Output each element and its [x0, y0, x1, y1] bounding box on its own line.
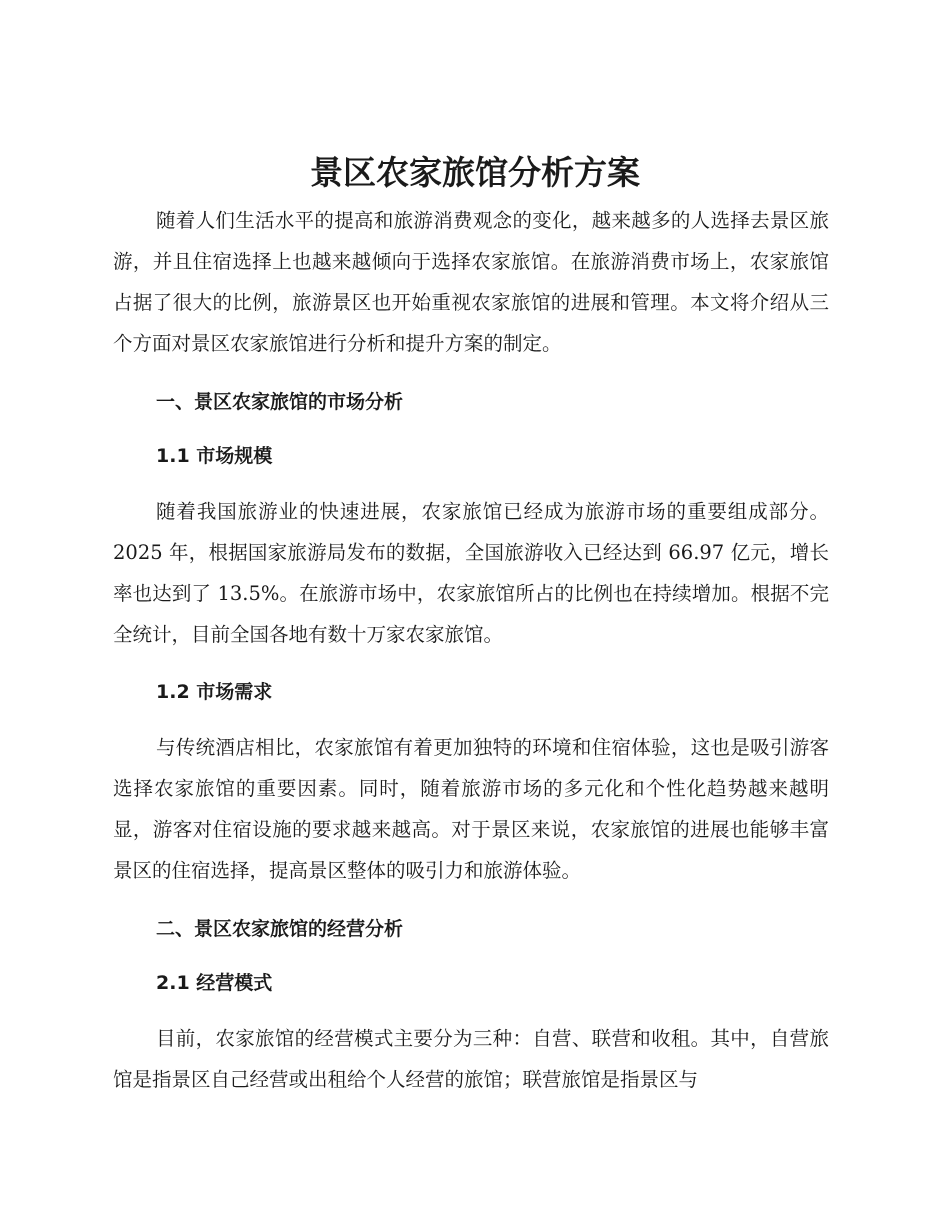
subsection-1-1-heading: 1.1 市场规模	[156, 445, 273, 467]
subsection-2-1-paragraph: 目前，农家旅馆的经营模式主要分为三种：自营、联营和收租。其中，自营旅馆是指景区自己经营或出租给个人经营的旅馆；联营旅馆是指景区与	[113, 1027, 829, 1091]
document-title: 景区农家旅馆分析方案	[310, 153, 640, 192]
subsection-2-1-heading: 2.1 经营模式	[156, 972, 273, 994]
section-2-heading: 二、景区农家旅馆的经营分析	[156, 918, 404, 940]
intro-paragraph: 随着人们生活水平的提高和旅游消费观念的变化，越来越多的人选择去景区旅游，并且住宿选择上也越来越倾向于选择农家旅馆。在旅游消费市场上，农家旅馆占据了很大的比例，旅游景区也开始重视农家旅馆的进展和管理。本文将介绍从三个方面对景区农家旅馆进行分析和提升方案的制定。	[113, 209, 829, 355]
section-1-heading: 一、景区农家旅馆的市场分析	[156, 391, 404, 413]
subsection-1-1-paragraph: 随着我国旅游业的快速进展，农家旅馆已经成为旅游市场的重要组成部分。2025 年，根据国家旅游局发布的数据，全国旅游收入已经达到 66.97 亿元，增长率也达到了 13.5%。在旅游市场中，农家旅馆所占的比例也在持续增加。根据不完全统计，目前全国各地有数十万家农家旅馆。	[113, 500, 829, 646]
subsection-1-2-heading: 1.2 市场需求	[156, 681, 273, 703]
subsection-1-2-paragraph: 与传统酒店相比，农家旅馆有着更加独特的环境和住宿体验，这也是吸引游客选择农家旅馆的重要因素。同时，随着旅游市场的多元化和个性化趋势越来越明显，游客对住宿设施的要求越来越高。对于景区来说，农家旅馆的进展也能够丰富景区的住宿选择，提高景区整体的吸引力和旅游体验。	[113, 736, 829, 882]
